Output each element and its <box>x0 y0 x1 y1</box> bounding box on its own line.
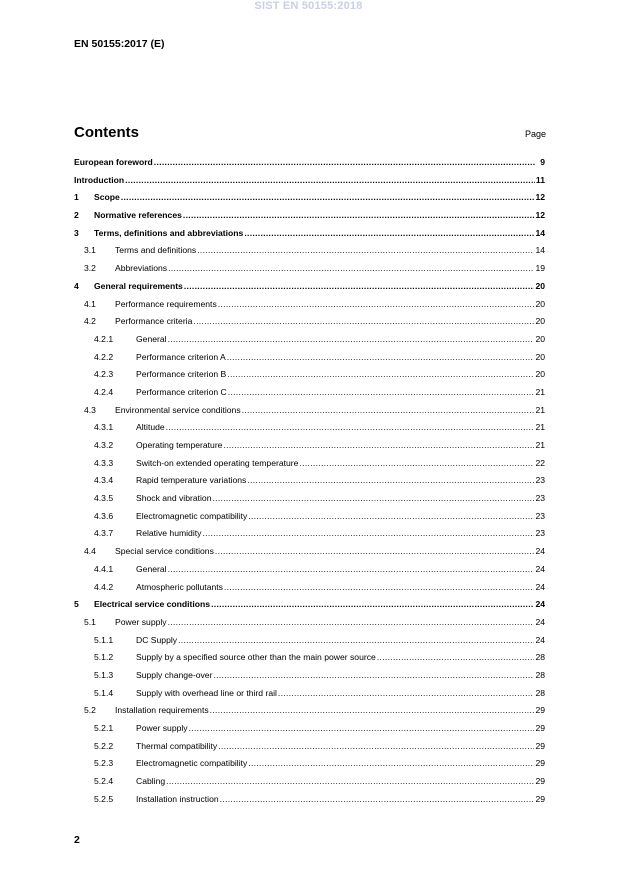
toc-entry-page: 23 <box>535 475 545 486</box>
toc-entry-page: 29 <box>535 740 545 751</box>
toc-entry-number: 3.2 <box>84 263 96 274</box>
toc-entry-page: 20 <box>535 333 545 344</box>
toc-entry-number: 3 <box>74 227 79 238</box>
toc-entry-page: 28 <box>535 669 545 680</box>
toc-entry-page: 12 <box>535 210 545 221</box>
toc-entry-title: General <box>136 563 167 574</box>
dot-leader <box>154 154 536 172</box>
toc-entry-page: 20 <box>535 298 545 309</box>
toc-entry-title: Electrical service conditions <box>94 599 211 610</box>
toc-entry-page: 29 <box>535 776 545 787</box>
dot-leader <box>244 225 534 243</box>
dot-leader <box>178 632 534 650</box>
toc-entry-title: Terms and definitions <box>115 245 197 256</box>
toc-entry-number: 4.2.4 <box>94 386 114 397</box>
toc-entry-page: 24 <box>535 599 545 610</box>
toc-entry-number: 3.1 <box>84 245 96 256</box>
dot-leader <box>193 313 534 331</box>
dot-leader <box>278 685 535 703</box>
toc-entry-title: Abbreviations <box>115 263 168 274</box>
toc-entry[interactable] <box>74 384 545 402</box>
toc-entry-title: Scope <box>94 192 120 203</box>
toc-entry-title: General requirements <box>94 280 183 291</box>
dot-leader <box>211 596 534 614</box>
toc-entry-title: Rapid temperature variations <box>136 475 247 486</box>
dot-leader <box>377 649 535 667</box>
toc-entry-page: 20 <box>535 280 545 291</box>
dot-leader <box>224 579 535 597</box>
toc-entry-number: 4.2.1 <box>94 333 114 344</box>
toc-entry[interactable] <box>74 738 545 756</box>
toc-entry-number: 5 <box>74 599 79 610</box>
toc-entry-number: 5.2.5 <box>94 793 114 804</box>
toc-entry-page: 23 <box>535 493 545 504</box>
toc-entry[interactable] <box>74 172 545 190</box>
dot-leader <box>248 508 534 526</box>
toc-entry-title: Power supply <box>115 616 167 627</box>
toc-entry[interactable] <box>74 472 545 490</box>
dot-leader <box>168 561 535 579</box>
toc-entry-number: 5.1.2 <box>94 652 114 663</box>
toc-entry-title: Atmospheric pollutants <box>136 581 223 592</box>
toc-entry[interactable] <box>74 419 545 437</box>
toc-entry[interactable] <box>74 278 545 296</box>
toc-entry-page: 22 <box>535 457 545 468</box>
toc-entry-page: 21 <box>535 404 545 415</box>
toc-entry-page: 21 <box>535 422 545 433</box>
dot-leader <box>218 296 535 314</box>
toc-entry[interactable] <box>74 596 545 614</box>
toc-entry-page: 24 <box>535 616 545 627</box>
toc-entry-title: Performance requirements <box>115 298 217 309</box>
toc-entry-title: Terms, definitions and abbreviations <box>94 227 244 238</box>
toc-entry-title: Power supply <box>136 723 188 733</box>
toc-entry-title: Supply by a specified source other than the main power source <box>136 652 376 663</box>
toc-entry-title: Switch-on extended operating temperature <box>136 457 299 468</box>
toc-entry-title: Thermal compatibility <box>136 740 218 751</box>
toc-entry[interactable] <box>74 490 545 508</box>
toc-entry-page: 24 <box>535 563 545 574</box>
toc-entry-page: 28 <box>535 687 545 698</box>
toc-entry-title: Installation instruction <box>136 793 219 804</box>
table-of-contents <box>74 154 545 808</box>
toc-entry-page: 29 <box>535 758 545 769</box>
toc-entry-number: 4 <box>74 280 79 291</box>
toc-entry-page: 21 <box>535 440 545 450</box>
toc-entry-title: Normative references <box>94 210 182 221</box>
dot-leader <box>184 278 535 296</box>
toc-entry-title: Altitude <box>136 422 165 433</box>
toc-entry[interactable] <box>74 632 545 650</box>
dot-leader <box>166 773 534 791</box>
toc-entry-number: 4.3 <box>84 404 96 415</box>
toc-entry-title: Performance criterion B <box>136 369 227 380</box>
toc-entry-number: 4.1 <box>84 298 96 309</box>
toc-entry[interactable] <box>74 579 545 597</box>
page-column-label: Page <box>524 129 546 139</box>
dot-leader <box>242 402 535 420</box>
toc-entry-number: 4.3.2 <box>94 440 114 450</box>
toc-entry[interactable] <box>74 437 545 455</box>
toc-entry-number: 1 <box>74 192 79 203</box>
toc-entry[interactable] <box>74 331 545 349</box>
toc-entry-title: Performance criterion C <box>136 386 227 397</box>
toc-entry-page: 24 <box>535 546 545 557</box>
toc-entry-page: 19 <box>535 263 545 274</box>
toc-entry-page: 24 <box>535 634 545 645</box>
toc-entry-number: 4.4.2 <box>94 581 114 592</box>
toc-entry-title: Electromagnetic compatibility <box>136 510 248 521</box>
toc-entry-number: 2 <box>74 210 79 221</box>
toc-entry-page: 23 <box>535 510 545 521</box>
dot-leader <box>223 437 534 455</box>
toc-entry-title: Supply with overhead line or third rail <box>136 687 277 698</box>
toc-entry[interactable] <box>74 561 545 579</box>
toc-entry-title: General <box>136 333 167 344</box>
toc-entry[interactable] <box>74 207 545 225</box>
toc-entry-number: 5.2.1 <box>94 723 114 733</box>
dot-leader <box>220 791 535 809</box>
toc-entry[interactable] <box>74 366 545 384</box>
dot-leader <box>218 738 534 756</box>
toc-entry[interactable] <box>74 154 545 172</box>
toc-entry[interactable] <box>74 313 545 331</box>
dot-leader <box>299 455 534 473</box>
toc-entry-number: 4.4 <box>84 546 96 557</box>
toc-entry-number: 5.1.1 <box>94 634 114 645</box>
toc-entry-title: Cabling <box>136 776 166 787</box>
toc-entry-number: 5.2.2 <box>94 740 114 751</box>
toc-entry-page: 21 <box>535 386 545 397</box>
toc-entry-title: Shock and vibration <box>136 493 212 504</box>
toc-entry-number: 4.3.6 <box>94 510 114 521</box>
toc-entry-page: 20 <box>535 316 545 327</box>
dot-leader <box>166 419 535 437</box>
dot-leader <box>168 331 535 349</box>
toc-entry-page: 29 <box>535 723 545 733</box>
toc-entry-title: Installation requirements <box>115 705 209 716</box>
toc-entry-number: 5.1.3 <box>94 669 114 680</box>
toc-entry-number: 4.3.4 <box>94 475 114 486</box>
toc-entry-page: 14 <box>535 245 545 256</box>
dot-leader <box>228 384 535 402</box>
toc-entry-number: 4.3.1 <box>94 422 114 433</box>
toc-entry-title: Environmental service conditions <box>115 404 241 415</box>
toc-entry-title: Introduction <box>74 174 125 185</box>
toc-entry[interactable] <box>74 349 545 367</box>
dot-leader <box>227 366 534 384</box>
toc-entry-title: Special service conditions <box>115 546 214 557</box>
dot-leader <box>213 667 534 685</box>
toc-entry-title: Operating temperature <box>136 440 223 450</box>
dot-leader <box>227 349 535 367</box>
toc-entry[interactable] <box>74 260 545 278</box>
toc-entry[interactable] <box>74 791 545 809</box>
toc-entry[interactable] <box>74 242 545 260</box>
toc-entry-number: 4.4.1 <box>94 563 114 574</box>
toc-entry[interactable] <box>74 649 545 667</box>
contents-heading: Contents <box>74 124 139 141</box>
toc-entry-page: 23 <box>535 528 545 539</box>
dot-leader <box>248 755 534 773</box>
toc-entry[interactable] <box>74 702 545 720</box>
toc-entry[interactable] <box>74 225 545 243</box>
toc-entry-title: Supply change-over <box>136 669 213 680</box>
toc-entry-number: 5.2 <box>84 705 96 716</box>
toc-entry-page: 20 <box>535 351 545 362</box>
watermark: SIST EN 50155:2018 <box>254 0 363 12</box>
toc-entry-title: European foreword <box>74 157 153 167</box>
toc-entry-page: 28 <box>535 652 545 663</box>
toc-entry[interactable] <box>74 525 545 543</box>
toc-entry-title: DC Supply <box>136 634 178 645</box>
toc-entry-title: Performance criteria <box>115 316 193 327</box>
toc-entry-number: 5.2.3 <box>94 758 114 769</box>
toc-entry-title: Relative humidity <box>136 528 202 539</box>
toc-entry[interactable] <box>74 685 545 703</box>
dot-leader <box>212 490 534 508</box>
dot-leader <box>125 172 535 190</box>
toc-entry[interactable] <box>74 667 545 685</box>
toc-entry-page: 9 <box>540 157 545 167</box>
toc-entry[interactable] <box>74 614 545 632</box>
toc-entry-page: 24 <box>535 581 545 592</box>
toc-entry-number: 4.3.7 <box>94 528 114 539</box>
toc-entry-number: 5.1 <box>84 616 96 627</box>
toc-entry[interactable] <box>74 296 545 314</box>
toc-entry-page: 12 <box>535 192 545 203</box>
dot-leader <box>189 720 535 738</box>
toc-entry-title: Electromagnetic compatibility <box>136 758 248 769</box>
dot-leader <box>168 260 534 278</box>
toc-entry-page: 11 <box>535 174 545 185</box>
dot-leader <box>183 207 535 225</box>
toc-entry-number: 5.2.4 <box>94 776 114 787</box>
toc-entry[interactable] <box>74 720 545 738</box>
toc-entry[interactable] <box>74 755 545 773</box>
document-identifier: EN 50155:2017 (E) <box>74 38 165 50</box>
dot-leader <box>215 543 535 561</box>
dot-leader <box>210 702 535 720</box>
dot-leader <box>247 472 534 490</box>
page-number: 2 <box>74 834 80 846</box>
toc-entry[interactable] <box>74 402 545 420</box>
dot-leader <box>202 525 534 543</box>
toc-entry[interactable] <box>74 508 545 526</box>
dot-leader <box>197 242 534 260</box>
toc-entry[interactable] <box>74 773 545 791</box>
toc-entry[interactable] <box>74 543 545 561</box>
toc-entry[interactable] <box>74 189 545 207</box>
toc-entry-number: 4.2 <box>84 316 96 327</box>
toc-entry-number: 5.1.4 <box>94 687 114 698</box>
dot-leader <box>168 614 535 632</box>
toc-entry-number: 4.3.3 <box>94 457 114 468</box>
toc-entry-title: Performance criterion A <box>136 351 226 362</box>
toc-entry-page: 14 <box>535 227 545 238</box>
toc-entry[interactable] <box>74 455 545 473</box>
toc-entry-number: 4.3.5 <box>94 493 114 504</box>
toc-entry-page: 20 <box>535 369 545 380</box>
toc-entry-page: 29 <box>535 705 545 716</box>
toc-entry-number: 4.2.3 <box>94 369 114 380</box>
toc-entry-page: 29 <box>535 793 545 804</box>
toc-entry-number: 4.2.2 <box>94 351 114 362</box>
dot-leader <box>121 189 535 207</box>
